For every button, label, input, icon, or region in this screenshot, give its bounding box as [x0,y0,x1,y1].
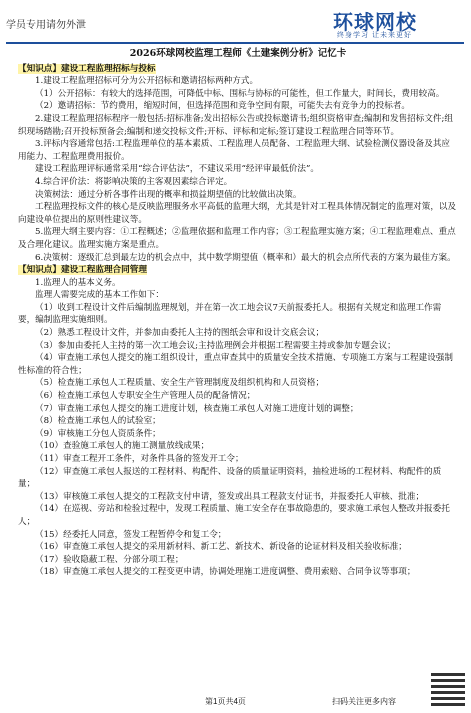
brand-logo [333,6,453,40]
logo-text: 环球网校 [333,12,417,34]
para: 2.建设工程监理招标程序一般包括:招标准备;发出招标公告或投标邀请书;组织资格审查;编制和发售招标文件;组织现场踏勘;召开投标预备会;编制和递交投标文件;开标、评标和定标;签订建设工程监理合同等环节。 [18,113,453,137]
para: （2）邀请招标：节约费用，缩短时间，但选择范围和竞争空间有限，可能失去有竞争力的投标者。 [35,101,411,112]
para: （9）审核施工分包人资质条件； [35,428,161,439]
doc-title: 2026环球网校监理工程师《土建案例分析》记忆卡 [129,48,347,59]
para: （6）检查施工承包人专职安全生产管理人员的配备情况； [35,391,256,402]
qr-code-icon [431,672,465,706]
header-divider [6,42,464,44]
para: 1.监理人的基本义务。 [35,277,121,288]
para: （17）验收隐蔽工程、分部分项工程； [35,554,184,565]
logo-slogan: 终身学习 让未来更好 [337,32,412,39]
para: 决策树法：通过分析各事件出现的概率和损益期望值的比较做出决策。 [35,189,302,200]
para: 5.监理大纲主要内容：①工程概述；②监理依据和监理工作内容；③工程监理实施方案；④工程监理难点、重点及合理化建议。监理实施方案是重点。 [18,227,456,250]
para: （12）审查施工承包人报送的工程材料、构配件、设备的质量证明资料，抽检进场的工程材料、构配件的质量； [18,466,442,490]
para: （16）审查施工承包人提交的采用新材料、新工艺、新技术、新设备的论证材料及相关验收标准； [35,542,407,553]
para: 1.建设工程监理招标可分为公开招标和邀请招标两种方式。 [35,76,259,87]
para: 4.综合评价法：将影响决策的主客观因素综合评定。 [35,176,233,187]
para: （1）公开招标：有较大的选择范围，可降低中标、围标与协标的可能性，但工作量大，时间长，费用较高。 [35,88,445,99]
para: （13）审核施工承包人提交的工程款支付申请，签发或出具工程款支付证书，并报委托人审核、批准； [35,491,425,502]
para: 建设工程监理评标通常采用“综合评估法”，不建议采用“经评审最低价法”。 [35,164,319,175]
para: （8）检查施工承包人的试验室； [35,416,161,427]
para: （14）在巡视、旁站和检验过程中，发现工程质量、施工安全存在事故隐患的，要求施工承包人整改并报委托人； [18,504,450,527]
para: （1）收到工程设计文件后编制监理规划，并在第一次工地会议7天前报委托人。根据有关规定和监理工作需要，编制监理实施细则。 [18,302,442,326]
para: 3.评标内容通常包括:工程监理单位的基本素质、工程监理人员配备、工程监理大纲、试验检测仪器设备及其应用能力、工程监理费用报价。 [18,139,451,162]
confidential-note: 学员专用请勿外泄 [6,20,86,31]
para: （10）查验施工承包人的施工测量放线成果； [35,441,210,452]
para: 6.决策树：逐级汇总到最左边的机会点中，其中数学期望值（概率和）最大的机会点所代表的方案为最佳方案。 [35,252,456,263]
para: 监理人需要完成的基本工作如下： [35,290,164,301]
para: 工程监理投标文件的核心是反映监理服务水平高低的监理大纲，尤其是针对工程具体情况制定的监理对策，以及向建设单位提出的原则性建议等。 [18,202,457,225]
para: （18）审查施工承包人提交的工程变更申请，协调处理施工进度调整、费用索赔、合同争议等事项； [35,567,416,578]
section-heading-1: 【知识点】建设工程监理招标与投标 [18,63,156,74]
page-number: 第1页共4页 [205,697,246,706]
para: （3）参加由委托人主持的第一次工地会议;主持监理例会并根据工程需要主持或参加专题会议； [35,340,396,351]
para: （2）熟悉工程设计文件，并参加由委托人主持的图纸会审和设计交底会议； [35,328,325,339]
para: （4）审查施工承包人提交的施工组织设计，重点审查其中的质量安全技术措施、专项施工方案与工程建设强制性标准的符合性； [18,353,453,376]
para: （11）审查工程开工条件，对条件具备的签发开工令； [35,454,244,464]
scan-prompt: 扫码关注更多内容 [332,697,396,706]
para: （7）审查施工承包人提交的施工进度计划，核查施工承包人对施工进度计划的调整； [35,403,359,414]
document-body [18,48,458,579]
page-header [0,0,471,44]
section-heading-2: 【知识点】建设工程监理合同管理 [18,265,147,276]
page-footer [0,694,471,710]
para: （5）检查施工承包人工程质量、安全生产管理制度及组织机构和人员资格； [35,378,325,389]
para: （15）经委托人同意，签发工程暂停令和复工令； [35,529,227,540]
